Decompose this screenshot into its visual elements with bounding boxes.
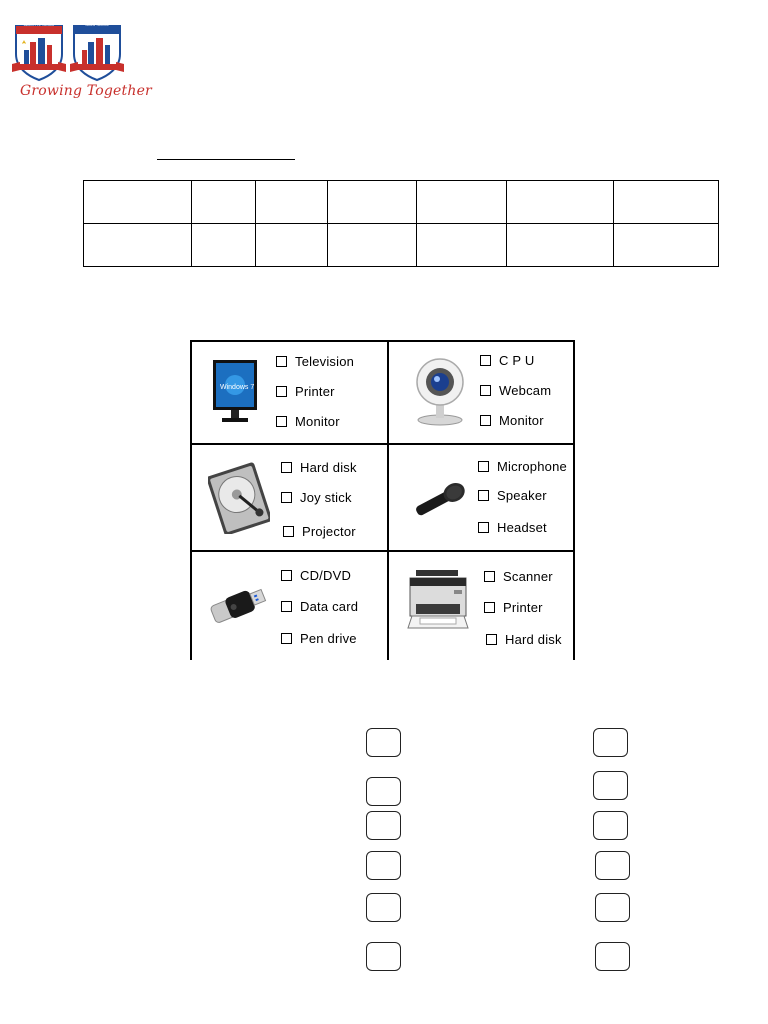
- table-cell[interactable]: [327, 181, 417, 224]
- checkbox[interactable]: [478, 522, 489, 533]
- grid-divider: [192, 443, 573, 445]
- hard-disk-icon: [208, 462, 270, 534]
- school-logos: [10, 20, 152, 104]
- answer-box[interactable]: [595, 893, 630, 922]
- option-projector[interactable]: Projector: [283, 524, 356, 539]
- microphone-icon: [410, 478, 470, 522]
- allied-school-logo: [70, 20, 124, 82]
- table-cell[interactable]: [255, 224, 327, 267]
- checkbox[interactable]: [281, 462, 292, 473]
- table-cell[interactable]: [507, 224, 614, 267]
- table-cell[interactable]: [417, 224, 507, 267]
- table-row: [84, 224, 719, 267]
- pen-drive-icon: [208, 576, 270, 638]
- checkbox[interactable]: [276, 416, 287, 427]
- grid-divider: [192, 550, 573, 552]
- checkbox[interactable]: [281, 633, 292, 644]
- screen-text: Windows 7: [220, 384, 255, 391]
- checkbox[interactable]: [486, 634, 497, 645]
- allied-pre-school-logo: [12, 20, 66, 82]
- checkbox[interactable]: [478, 461, 489, 472]
- option-speaker[interactable]: Speaker: [478, 488, 547, 503]
- blank-grid-table: [83, 180, 719, 267]
- answer-box[interactable]: [593, 811, 628, 840]
- table-cell[interactable]: [614, 224, 719, 267]
- option-cpu[interactable]: C P U: [480, 353, 534, 368]
- answer-box[interactable]: [366, 942, 401, 971]
- table-cell[interactable]: [507, 181, 614, 224]
- answer-box[interactable]: [593, 771, 628, 800]
- checkbox[interactable]: [484, 602, 495, 613]
- tagline: Growing Together: [20, 83, 152, 99]
- logo-left-name: Allied Pre School: [23, 22, 55, 27]
- checkbox[interactable]: [281, 492, 292, 503]
- table-row: [84, 181, 719, 224]
- checkbox[interactable]: [478, 490, 489, 501]
- table-cell[interactable]: [327, 224, 417, 267]
- checkbox[interactable]: [281, 570, 292, 581]
- webcam-icon: [414, 356, 466, 426]
- option-scanner[interactable]: Scanner: [484, 569, 553, 584]
- device-grid: [190, 340, 575, 660]
- option-webcam[interactable]: Webcam: [480, 383, 551, 398]
- option-hard-disk[interactable]: Hard disk: [281, 460, 357, 475]
- table-cell[interactable]: [614, 181, 719, 224]
- checkbox[interactable]: [281, 601, 292, 612]
- shield-crest-icon: [70, 20, 124, 82]
- option-hard-disk[interactable]: Hard disk: [486, 632, 562, 647]
- option-monitor[interactable]: Monitor: [276, 414, 340, 429]
- name-underline: [157, 159, 295, 160]
- answer-box[interactable]: [366, 851, 401, 880]
- checkbox[interactable]: [480, 385, 491, 396]
- answer-box[interactable]: [595, 942, 630, 971]
- option-joy-stick[interactable]: Joy stick: [281, 490, 352, 505]
- shield-crest-icon: [12, 20, 66, 82]
- answer-box[interactable]: [366, 777, 401, 806]
- table-cell[interactable]: [84, 224, 192, 267]
- option-television[interactable]: Television: [276, 354, 354, 369]
- checkbox[interactable]: [484, 571, 495, 582]
- checkbox[interactable]: [276, 386, 287, 397]
- grid-divider: [387, 342, 389, 660]
- table-cell[interactable]: [417, 181, 507, 224]
- logo-right-name: Allied School: [85, 22, 109, 27]
- answer-box[interactable]: [595, 851, 630, 880]
- answer-box[interactable]: [366, 893, 401, 922]
- checkbox[interactable]: [480, 355, 491, 366]
- answer-box[interactable]: [366, 728, 401, 757]
- monitor-icon: [212, 357, 258, 427]
- table-cell[interactable]: [191, 224, 255, 267]
- checkbox[interactable]: [276, 356, 287, 367]
- option-headset[interactable]: Headset: [478, 520, 547, 535]
- table-cell[interactable]: [84, 181, 192, 224]
- option-cd-dvd[interactable]: CD/DVD: [281, 568, 351, 583]
- option-pen-drive[interactable]: Pen drive: [281, 631, 357, 646]
- option-printer[interactable]: Printer: [276, 384, 335, 399]
- option-data-card[interactable]: Data card: [281, 599, 358, 614]
- answer-box[interactable]: [366, 811, 401, 840]
- option-printer[interactable]: Printer: [484, 600, 543, 615]
- printer-icon: [406, 568, 470, 638]
- table-cell[interactable]: [191, 181, 255, 224]
- option-monitor[interactable]: Monitor: [480, 413, 544, 428]
- table-cell[interactable]: [255, 181, 327, 224]
- answer-box[interactable]: [593, 728, 628, 757]
- option-microphone[interactable]: Microphone: [478, 459, 567, 474]
- checkbox[interactable]: [480, 415, 491, 426]
- checkbox[interactable]: [283, 526, 294, 537]
